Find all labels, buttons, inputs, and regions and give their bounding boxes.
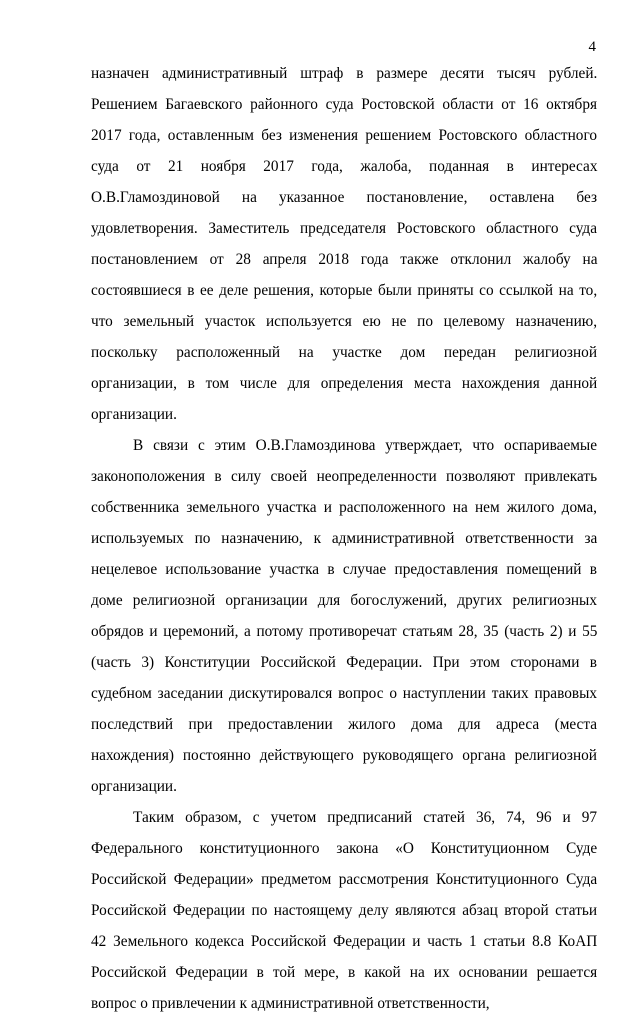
text-line: Российской Федерации» предметом рассмотрения Конституционного Суда bbox=[91, 871, 598, 888]
text-line: что земельный участок используется ею не по целевому назначению, bbox=[91, 313, 598, 330]
paragraph bbox=[91, 58, 597, 430]
text-line: (часть 3) Конституции Российской Федерации. При этом сторонами в bbox=[91, 654, 597, 671]
text-line: доме религиозной организации для богослужений, других религиозных bbox=[91, 592, 597, 609]
document-body bbox=[91, 58, 597, 1019]
text-line: В связи с этим О.В.Гламоздинова утверждает, что оспариваемые bbox=[133, 437, 597, 454]
text-line: организации. bbox=[91, 778, 177, 795]
text-line: удовлетворения. Заместитель председателя Ростовского областного суда bbox=[91, 220, 597, 237]
text-line: законоположения в силу своей неопределенности позволяют привлекать bbox=[91, 468, 598, 485]
text-line: Таким образом, с учетом предписаний статей 36, 74, 96 и 97 bbox=[133, 809, 598, 826]
text-line: суда от 21 ноября 2017 года, жалоба, поданная в интересах bbox=[91, 158, 598, 175]
text-line: нахождения) постоянно действующего руководящего органа религиозной bbox=[91, 747, 597, 764]
text-line: вопрос о привлечении к административной ответственности, bbox=[91, 995, 490, 1012]
text-line: поскольку расположенный на участке дом передан религиозной bbox=[91, 344, 597, 361]
text-line: организации, в том числе для определения места нахождения данной bbox=[91, 375, 598, 392]
paragraph bbox=[91, 802, 597, 1019]
text-line: собственника земельного участка и расположенного на нем жилого дома, bbox=[91, 499, 597, 516]
text-line: организации. bbox=[91, 406, 177, 423]
text-line: 42 Земельного кодекса Российской Федерации и часть 1 статьи 8.8 КоАП bbox=[91, 933, 598, 950]
text-line: обрядов и церемоний, а потому противоречат статьям 28, 35 (часть 2) и 55 bbox=[91, 623, 598, 640]
text-line: Решением Багаевского районного суда Ростовской области от 16 октября bbox=[91, 96, 597, 113]
text-line: состоявшиеся в ее деле решения, которые были приняты со ссылкой на то, bbox=[91, 282, 598, 299]
page-number: 4 bbox=[588, 39, 596, 55]
text-line: постановлением от 28 апреля 2018 года также отклонил жалобу на bbox=[91, 251, 598, 268]
text-line: Российской Федерации в той мере, в какой на их основании решается bbox=[91, 964, 598, 981]
text-line: последствий при предоставлении жилого дома для адреса (места bbox=[91, 716, 597, 733]
text-line: 2017 года, оставленным без изменения решением Ростовского областного bbox=[91, 127, 597, 144]
text-line: нецелевое использование участка в случае предоставления помещений в bbox=[91, 561, 597, 578]
text-line: судебном заседании дискутировался вопрос о наступлении таких правовых bbox=[91, 685, 597, 702]
text-line: назначен административный штраф в размере десяти тысяч рублей. bbox=[91, 65, 598, 82]
text-line: О.В.Гламоздиновой на указанное постановление, оставлена без bbox=[91, 189, 597, 206]
text-line: используемых по назначению, к административной ответственности за bbox=[91, 530, 598, 547]
paragraph bbox=[91, 430, 597, 802]
text-line: Федерального конституционного закона «О Конституционном Суде bbox=[91, 840, 598, 857]
text-line: Российской Федерации по настоящему делу являются абзац второй статьи bbox=[91, 902, 598, 919]
